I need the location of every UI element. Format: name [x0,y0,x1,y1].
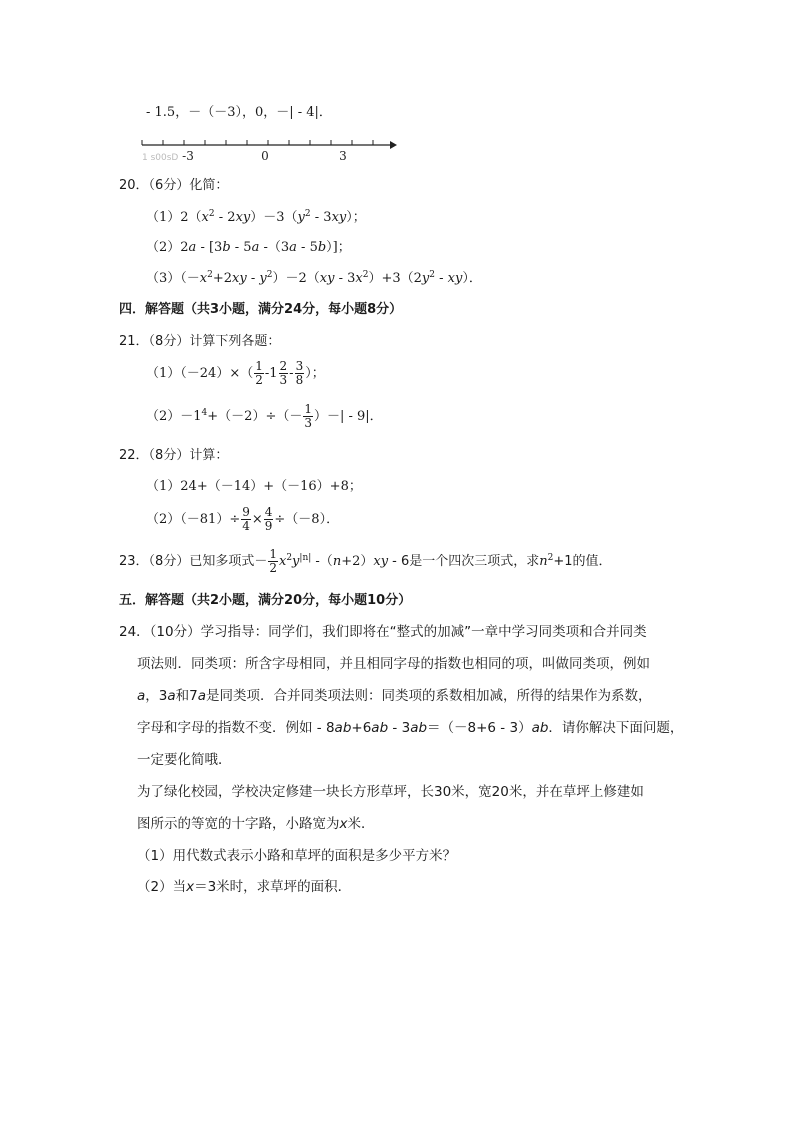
q20-header: 20．（6分）化简： [119,178,229,193]
fraction: $\frac{4}{9}$ [264,505,273,533]
q22-part1: （1）24+（－14）+（－16）+8； [146,479,362,494]
q24-line1: 24．（10分）学习指导：同学们，我们即将在“整式的加减”一章中学习同类项和合并同类 [119,624,647,640]
q20-part2: （2）2a - [3b - 5a -（3a - 5b）]； [146,240,351,255]
fraction: $\frac{1}{3}$ [304,402,312,430]
q24-part2: （2）当x＝3米时，求草坪的面积． [137,879,352,895]
q22-header: 22．（8分）计算： [119,448,229,463]
section5-heading: 五．解答题（共2小题，满分20分，每小题10分） [119,593,412,608]
q24-line2: 项法则．同类项：所含字母相同，并且相同字母的指数也相同的项，叫做同类项，例如 [137,656,650,672]
faint-label: 1 s00sD [142,153,179,163]
q19-number-list: - 1.5，－（－3），0，－| - 4|． [146,105,332,120]
q24-line3: a，3a和7a是同类项．合并同类项法则：同类项的系数相加减，所得的结果作为系数， [137,688,652,704]
q24-line7: 图所示的等宽的十字路，小路宽为x米． [137,816,375,832]
q24-line4: 字母和字母的指数不变．例如 - 8ab+6ab - 3ab＝（－8+6 - 3）ab．请你解决下面问题， [137,720,684,736]
q21-part1: （1）（－24）×（ $\frac{1}{2}$ -1 $\frac{2}{3}$ - $\frac{3}{8}$ ）； [146,359,325,387]
q22-part2: （2）（－81）÷ $\frac{9}{4}$ × $\frac{4}{9}$ ÷（－8）． [146,505,340,533]
q24-line6: 为了绿化校园，学校决定修建一块长方形草坪，长30米，宽20米，并在草坪上修建如 [137,784,644,800]
q24-part1: （1）用代数式表示小路和草坪的面积是多少平方米？ [137,848,457,864]
q24-line5: 一定要化简哦． [137,752,232,768]
fraction: $\frac{1}{2}$ [255,359,263,387]
q21-part2: $(2)-1^4+(-2)\div(-$ $\frac{1}{3}$ ）－| - 9|． [146,402,383,430]
q20-part3: $(3)(-x^2+2xy - y^2)-2(xy - 3x^2)+3(2y^2 - xy)$． [146,270,482,286]
q20-part1: $(1)2(x^2 - 2xy)-3(y^2 - 3xy)$； [146,209,366,225]
section4-heading: 四．解答题（共3小题，满分24分，每小题8分） [119,302,403,317]
fraction: $\frac{2}{3}$ [279,359,288,387]
tick-label-neg3: -3 [182,149,194,163]
fraction: $\frac{1}{2}$ [269,547,277,575]
tick-label-0: 0 [261,149,269,163]
q23-text: 23．（8分）已知多项式－ $\frac{1}{2}$ $x^2y^{|n|}$ -（n+2）xy - 6是一个四次三项式，求$n^2+1$的值． [119,547,612,575]
number-line [138,136,400,166]
fraction: $\frac{3}{8}$ [295,359,304,387]
q21-header: 21．（8分）计算下列各题： [119,334,281,349]
tick-label-3: 3 [339,149,347,163]
fraction: $\frac{9}{4}$ [242,505,250,533]
